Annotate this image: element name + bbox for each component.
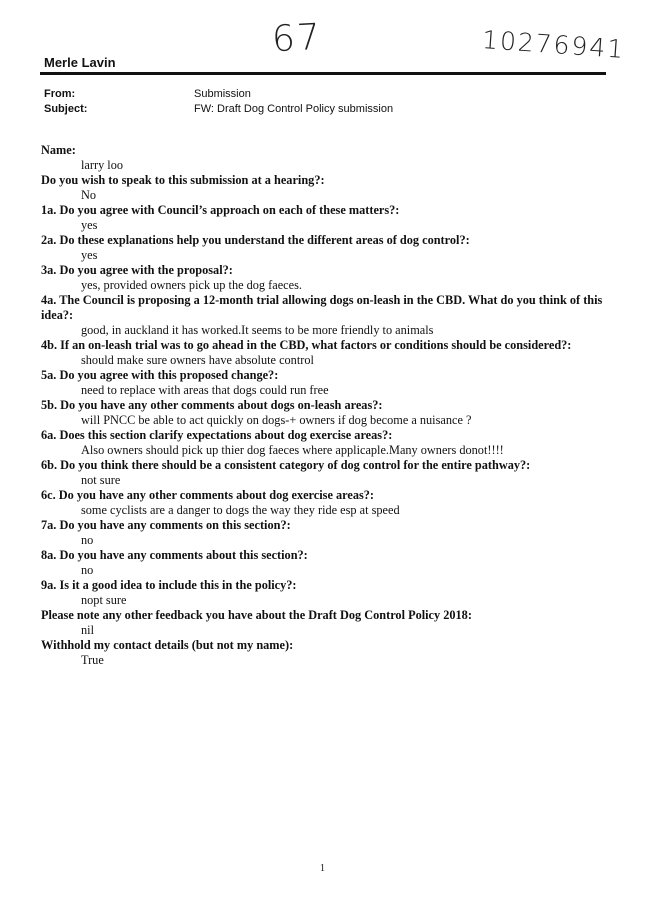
- answer: will PNCC be able to act quickly on dogs-+ owners if dog become a nuisance ?: [81, 413, 472, 427]
- question: Please note any other feedback you have about the Draft Dog Control Policy 2018:: [41, 608, 472, 622]
- answer: no: [81, 533, 94, 547]
- question: Do you wish to speak to this submission at a hearing?:: [41, 173, 325, 187]
- answer: need to replace with areas that dogs could run free: [81, 383, 329, 397]
- question: 7a. Do you have any comments on this section?:: [41, 518, 291, 532]
- answer: nil: [81, 623, 94, 637]
- answer: some cyclists are a danger to dogs the way they ride esp at speed: [81, 503, 400, 517]
- answer: nopt sure: [81, 593, 127, 607]
- question: 5b. Do you have any other comments about dogs on-leash areas?:: [41, 398, 383, 412]
- question: 4a. The Council is proposing a 12-month trial allowing dogs on-leash in the CBD. What do you think of this idea?:: [41, 293, 603, 322]
- question: 4b. If an on-leash trial was to go ahead in the CBD, what factors or conditions should be considered?:: [41, 338, 572, 352]
- answer: not sure: [81, 473, 121, 487]
- handwritten-reference-number: 10276941: [481, 25, 627, 64]
- question: 3a. Do you agree with the proposal?:: [41, 263, 233, 277]
- submission-body: [41, 143, 616, 668]
- answer: No: [81, 188, 97, 202]
- email-meta: [44, 87, 604, 116]
- answer: larry loo: [81, 158, 124, 172]
- handwritten-page-number: 67: [270, 16, 323, 61]
- answer: no: [81, 563, 94, 577]
- question: 9a. Is it a good idea to include this in the policy?:: [41, 578, 297, 592]
- question: 5a. Do you agree with this proposed change?:: [41, 368, 279, 382]
- sender-name: Merle Lavin: [44, 55, 116, 70]
- header-divider: [40, 72, 606, 75]
- page-number: 1: [320, 863, 325, 874]
- answer: should make sure owners have absolute control: [81, 353, 314, 367]
- answer: good, in auckland it has worked.It seems to be more friendly to animals: [81, 323, 434, 337]
- question: 8a. Do you have any comments about this section?:: [41, 548, 308, 562]
- answer: yes: [81, 248, 98, 262]
- answer: True: [81, 653, 104, 667]
- question: 6a. Does this section clarify expectations about dog exercise areas?:: [41, 428, 393, 442]
- question: 2a. Do these explanations help you understand the different areas of dog control?:: [41, 233, 470, 247]
- question: 1a. Do you agree with Council’s approach on each of these matters?:: [41, 203, 400, 217]
- subject-value: FW: Draft Dog Control Policy submission: [194, 102, 394, 115]
- question: Name:: [41, 143, 76, 157]
- answer: yes: [81, 218, 98, 232]
- answer: yes, provided owners pick up the dog faeces.: [81, 278, 302, 292]
- from-value: Submission: [194, 88, 251, 100]
- question: Withhold my contact details (but not my name):: [41, 638, 294, 652]
- question: 6c. Do you have any other comments about dog exercise areas?:: [41, 488, 375, 502]
- subject-label: Subject:: [44, 102, 88, 115]
- from-label: From:: [44, 88, 76, 100]
- subject-row: [44, 102, 604, 117]
- question: 6b. Do you think there should be a consistent category of dog control for the entire pathway?:: [41, 458, 531, 472]
- from-row: [44, 87, 604, 102]
- answer: Also owners should pick up thier dog faeces where applicaple.Many owners donot!!!!: [81, 443, 504, 457]
